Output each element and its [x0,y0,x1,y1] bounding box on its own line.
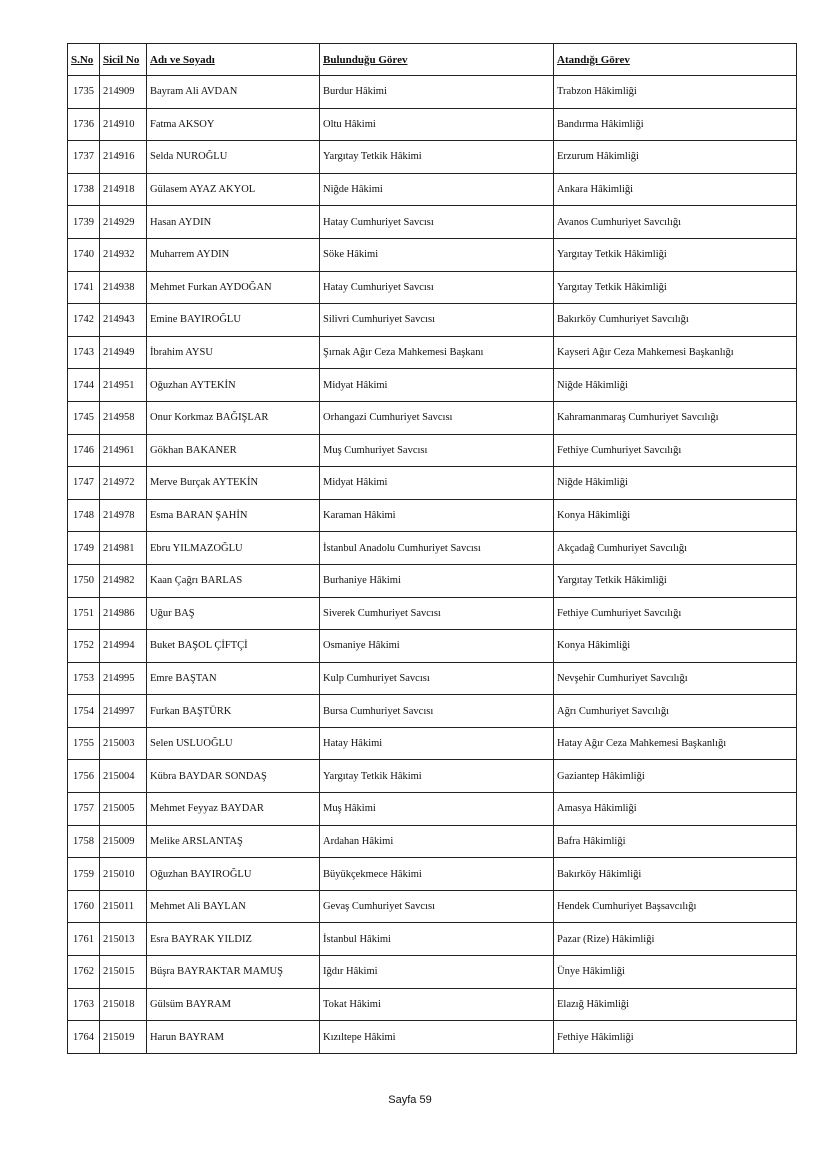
table-row [68,434,797,467]
cell-current-position: Orhangazi Cumhuriyet Savcısı [320,401,554,434]
table-row [68,727,797,760]
cell-sno: 1753 [68,662,100,695]
cell-name: İbrahim AYSU [147,336,320,369]
cell-current-position: Iğdır Hâkimi [320,956,554,989]
header-name: Adı ve Soyadı [147,44,320,76]
cell-assigned-position: Bakırköy Cumhuriyet Savcılığı [554,304,797,337]
cell-assigned-position: Hatay Ağır Ceza Mahkemesi Başkanlığı [554,727,797,760]
cell-sno: 1741 [68,271,100,304]
table-header-row [68,44,797,76]
cell-sno: 1751 [68,597,100,630]
table-row [68,630,797,663]
cell-sno: 1755 [68,727,100,760]
cell-sicil-no: 215011 [100,890,147,923]
header-sno: S.No [68,44,100,76]
cell-name: Buket BAŞOL ÇİFTÇİ [147,630,320,663]
cell-sicil-no: 214938 [100,271,147,304]
cell-assigned-position: Fethiye Cumhuriyet Savcılığı [554,434,797,467]
cell-sicil-no: 214986 [100,597,147,630]
cell-current-position: Tokat Hâkimi [320,988,554,1021]
cell-name: Uğur BAŞ [147,597,320,630]
cell-sno: 1761 [68,923,100,956]
cell-name: Merve Burçak AYTEKİN [147,467,320,500]
table-row [68,467,797,500]
cell-assigned-position: Nevşehir Cumhuriyet Savcılığı [554,662,797,695]
cell-assigned-position: Niğde Hâkimliği [554,467,797,500]
cell-sicil-no: 214995 [100,662,147,695]
cell-assigned-position: Akçadağ Cumhuriyet Savcılığı [554,532,797,565]
cell-current-position: Midyat Hâkimi [320,369,554,402]
cell-sno: 1757 [68,793,100,826]
cell-name: Emre BAŞTAN [147,662,320,695]
cell-assigned-position: Elazığ Hâkimliği [554,988,797,1021]
cell-assigned-position: Fethiye Hâkimliği [554,1021,797,1054]
cell-name: Gökhan BAKANER [147,434,320,467]
cell-sicil-no: 215019 [100,1021,147,1054]
cell-sno: 1737 [68,141,100,174]
cell-assigned-position: Bafra Hâkimliği [554,825,797,858]
cell-sno: 1763 [68,988,100,1021]
cell-sicil-no: 214978 [100,499,147,532]
table-row [68,825,797,858]
cell-name: Kaan Çağrı BARLAS [147,564,320,597]
cell-sno: 1758 [68,825,100,858]
cell-sno: 1748 [68,499,100,532]
table-row [68,336,797,369]
cell-assigned-position: Kahramanmaraş Cumhuriyet Savcılığı [554,401,797,434]
cell-sicil-no: 215009 [100,825,147,858]
cell-current-position: Hatay Cumhuriyet Savcısı [320,206,554,239]
assignment-table [67,43,797,1054]
cell-sicil-no: 215005 [100,793,147,826]
cell-sicil-no: 214951 [100,369,147,402]
cell-current-position: Yargıtay Tetkik Hâkimi [320,760,554,793]
cell-sicil-no: 214949 [100,336,147,369]
cell-sno: 1745 [68,401,100,434]
cell-current-position: Muş Cumhuriyet Savcısı [320,434,554,467]
cell-sno: 1756 [68,760,100,793]
cell-assigned-position: Bandırma Hâkimliği [554,108,797,141]
table-row [68,532,797,565]
cell-sno: 1749 [68,532,100,565]
cell-current-position: İstanbul Anadolu Cumhuriyet Savcısı [320,532,554,565]
cell-assigned-position: Yargıtay Tetkik Hâkimliği [554,271,797,304]
cell-sicil-no: 215013 [100,923,147,956]
cell-assigned-position: Ünye Hâkimliği [554,956,797,989]
cell-sno: 1760 [68,890,100,923]
cell-assigned-position: Amasya Hâkimliği [554,793,797,826]
cell-current-position: Gevaş Cumhuriyet Savcısı [320,890,554,923]
cell-current-position: Bursa Cumhuriyet Savcısı [320,695,554,728]
table-row [68,923,797,956]
cell-name: Hasan AYDIN [147,206,320,239]
table-row [68,173,797,206]
cell-name: Muharrem AYDIN [147,238,320,271]
cell-sno: 1736 [68,108,100,141]
cell-sno: 1752 [68,630,100,663]
cell-sicil-no: 215015 [100,956,147,989]
cell-sno: 1740 [68,238,100,271]
table-row [68,858,797,891]
cell-name: Gülasem AYAZ AKYOL [147,173,320,206]
header-current-position: Bulunduğu Görev [320,44,554,76]
cell-sicil-no: 214932 [100,238,147,271]
cell-sicil-no: 214994 [100,630,147,663]
cell-name: Selda NUROĞLU [147,141,320,174]
cell-name: Esma BARAN ŞAHİN [147,499,320,532]
cell-sicil-no: 214961 [100,434,147,467]
cell-assigned-position: Hendek Cumhuriyet Başsavcılığı [554,890,797,923]
cell-name: Oğuzhan BAYIROĞLU [147,858,320,891]
cell-sno: 1762 [68,956,100,989]
cell-sicil-no: 215004 [100,760,147,793]
cell-current-position: Burdur Hâkimi [320,76,554,109]
cell-name: Mehmet Feyyaz BAYDAR [147,793,320,826]
cell-sno: 1742 [68,304,100,337]
cell-sicil-no: 214981 [100,532,147,565]
cell-current-position: Söke Hâkimi [320,238,554,271]
table-row [68,304,797,337]
table-row [68,793,797,826]
cell-sno: 1764 [68,1021,100,1054]
cell-current-position: Silivri Cumhuriyet Savcısı [320,304,554,337]
cell-current-position: Siverek Cumhuriyet Savcısı [320,597,554,630]
cell-current-position: Hatay Cumhuriyet Savcısı [320,271,554,304]
table-row [68,890,797,923]
cell-assigned-position: Trabzon Hâkimliği [554,76,797,109]
cell-current-position: Ardahan Hâkimi [320,825,554,858]
cell-sno: 1759 [68,858,100,891]
header-assigned-position: Atandığı Görev [554,44,797,76]
cell-sno: 1743 [68,336,100,369]
cell-assigned-position: Erzurum Hâkimliği [554,141,797,174]
cell-sicil-no: 214943 [100,304,147,337]
table-row [68,238,797,271]
cell-assigned-position: Yargıtay Tetkik Hâkimliği [554,238,797,271]
cell-current-position: Hatay Hâkimi [320,727,554,760]
cell-current-position: Kızıltepe Hâkimi [320,1021,554,1054]
cell-assigned-position: Bakırköy Hâkimliği [554,858,797,891]
cell-assigned-position: Konya Hâkimliği [554,499,797,532]
cell-sno: 1744 [68,369,100,402]
table-row [68,108,797,141]
cell-sno: 1750 [68,564,100,597]
cell-assigned-position: Pazar (Rize) Hâkimliği [554,923,797,956]
cell-assigned-position: Avanos Cumhuriyet Savcılığı [554,206,797,239]
table-row [68,1021,797,1054]
cell-assigned-position: Ankara Hâkimliği [554,173,797,206]
table-row [68,597,797,630]
cell-assigned-position: Konya Hâkimliği [554,630,797,663]
cell-sicil-no: 214916 [100,141,147,174]
cell-name: Oğuzhan AYTEKİN [147,369,320,402]
table-row [68,760,797,793]
cell-name: Bayram Ali AVDAN [147,76,320,109]
cell-sicil-no: 215003 [100,727,147,760]
cell-sicil-no: 214982 [100,564,147,597]
table-row [68,564,797,597]
cell-assigned-position: Kayseri Ağır Ceza Mahkemesi Başkanlığı [554,336,797,369]
cell-name: Harun BAYRAM [147,1021,320,1054]
table-row [68,988,797,1021]
cell-name: Mehmet Ali BAYLAN [147,890,320,923]
table-row [68,499,797,532]
cell-current-position: Karaman Hâkimi [320,499,554,532]
cell-sicil-no: 214972 [100,467,147,500]
cell-sicil-no: 214909 [100,76,147,109]
cell-current-position: Burhaniye Hâkimi [320,564,554,597]
table-row [68,76,797,109]
cell-sno: 1739 [68,206,100,239]
cell-sicil-no: 214910 [100,108,147,141]
cell-name: Ebru YILMAZOĞLU [147,532,320,565]
table-body [68,76,797,1054]
cell-name: Gülsüm BAYRAM [147,988,320,1021]
cell-name: Melike ARSLANTAŞ [147,825,320,858]
cell-sicil-no: 214997 [100,695,147,728]
cell-current-position: İstanbul Hâkimi [320,923,554,956]
cell-current-position: Osmaniye Hâkimi [320,630,554,663]
table-row [68,401,797,434]
cell-current-position: Şırnak Ağır Ceza Mahkemesi Başkanı [320,336,554,369]
table-row [68,141,797,174]
cell-name: Kübra BAYDAR SONDAŞ [147,760,320,793]
cell-name: Fatma AKSOY [147,108,320,141]
header-sicil-no: Sicil No [100,44,147,76]
cell-name: Esra BAYRAK YILDIZ [147,923,320,956]
cell-sno: 1747 [68,467,100,500]
table-row [68,956,797,989]
cell-assigned-position: Fethiye Cumhuriyet Savcılığı [554,597,797,630]
cell-current-position: Kulp Cumhuriyet Savcısı [320,662,554,695]
cell-sicil-no: 214929 [100,206,147,239]
cell-sicil-no: 215018 [100,988,147,1021]
cell-name: Onur Korkmaz BAĞIŞLAR [147,401,320,434]
cell-current-position: Yargıtay Tetkik Hâkimi [320,141,554,174]
page-number: Sayfa 59 [388,1094,432,1106]
cell-current-position: Oltu Hâkimi [320,108,554,141]
cell-name: Emine BAYIROĞLU [147,304,320,337]
cell-assigned-position: Gaziantep Hâkimliği [554,760,797,793]
cell-sicil-no: 214918 [100,173,147,206]
cell-current-position: Muş Hâkimi [320,793,554,826]
cell-sno: 1738 [68,173,100,206]
cell-assigned-position: Ağrı Cumhuriyet Savcılığı [554,695,797,728]
table-row [68,662,797,695]
cell-name: Büşra BAYRAKTAR MAMUŞ [147,956,320,989]
cell-sno: 1754 [68,695,100,728]
cell-assigned-position: Yargıtay Tetkik Hâkimliği [554,564,797,597]
table-row [68,271,797,304]
cell-sno: 1735 [68,76,100,109]
table-row [68,206,797,239]
cell-assigned-position: Niğde Hâkimliği [554,369,797,402]
cell-current-position: Niğde Hâkimi [320,173,554,206]
cell-sicil-no: 214958 [100,401,147,434]
cell-current-position: Büyükçekmece Hâkimi [320,858,554,891]
table-row [68,369,797,402]
cell-current-position: Midyat Hâkimi [320,467,554,500]
cell-sicil-no: 215010 [100,858,147,891]
cell-sno: 1746 [68,434,100,467]
cell-name: Selen USLUOĞLU [147,727,320,760]
table-row [68,695,797,728]
cell-name: Mehmet Furkan AYDOĞAN [147,271,320,304]
cell-name: Furkan BAŞTÜRK [147,695,320,728]
